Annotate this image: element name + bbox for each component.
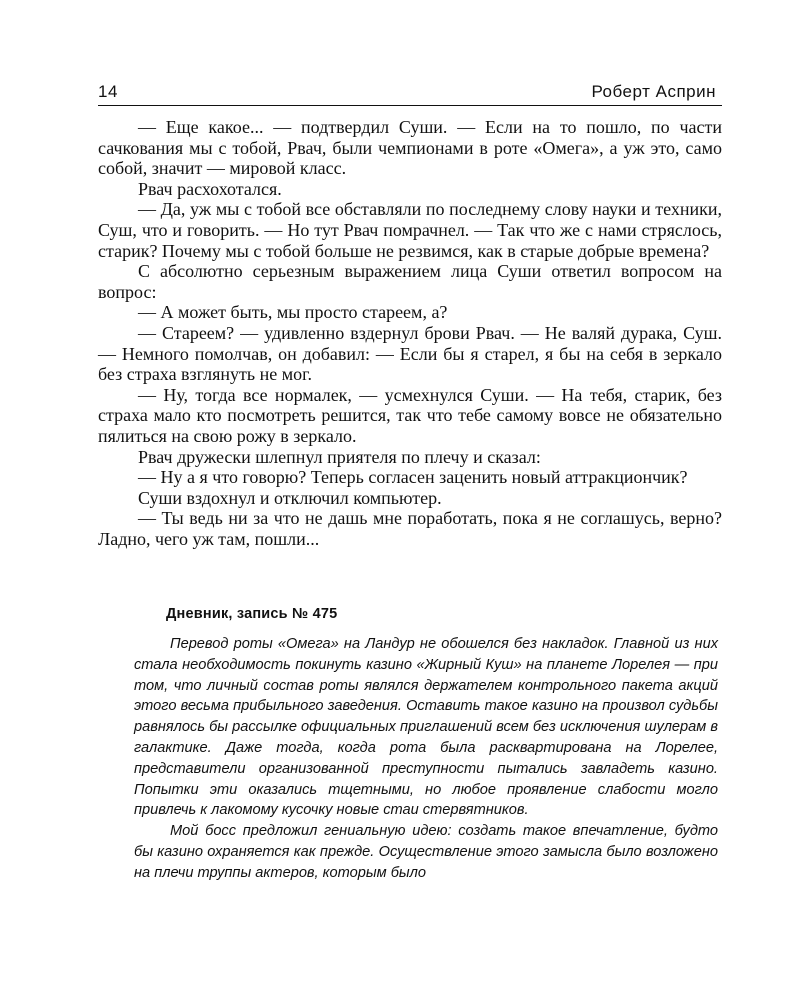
paragraph: — Ты ведь ни за что не дашь мне поработать, пока я не соглашусь, верно? Ладно, чего уж там, пошли... [98,508,722,549]
paragraph: — Еще какое... — подтвердил Суши. — Если на то пошло, по части сачкования мы с тобой, Рвач, были чемпионами в роте «Омега», а уж это, само собой, значит — мировой класс. [98,117,722,179]
paragraph: — Да, уж мы с тобой все обставляли по последнему слову науки и техники, Суш, что и говорить. — Но тут Рвач помрачнел. — Так что же с нами стряслось, старик? Почему мы с тобой больше не резвимся, как в старые добрые времена? [98,199,722,261]
running-title: Роберт Асприн [591,82,716,101]
diary-paragraph: Мой босс предложил гениальную идею: создать такое впечатление, будто бы казино охраняется как прежде. Осуществление этого замысла было возложено на плечи труппы актеров, которым было [134,823,718,881]
header-rule [98,105,722,106]
paragraph: — А может быть, мы просто стареем, а? [138,302,448,323]
paragraph: — Ну, тогда все нормалек, — усмехнулся Суши. — На тебя, старик, без страха мало кто посмотреть решится, так что тебе самому вовсе не обязательно пялиться на свою рожу в зеркало. [98,384,722,446]
paragraph: Суши вздохнул и отключил компьютер. [138,487,442,508]
page-number: 14 [98,82,118,101]
diary-heading: Дневник, запись № 475 [166,606,338,622]
page-header [98,78,718,104]
paragraph: Рвач расхохотался. [138,178,282,199]
main-text [98,117,722,549]
diary-entry [134,634,718,884]
paragraph: Рвач дружески шлепнул приятеля по плечу и сказал: [138,446,541,467]
paragraph: — Ну а я что говорю? Теперь согласен заценить новый аттракциончик? [138,467,688,488]
paragraph: — Стареем? — удивленно вздернул брови Рвач. — Не валяй дурака, Суш. — Немного помолчав, он добавил: — Если бы я старел, я бы на себя в зеркало без страха взглянуть не мог. [98,322,722,385]
paragraph: С абсолютно серьезным выражением лица Суши ответил вопросом на вопрос: [98,261,722,302]
diary-paragraph: Перевод роты «Омега» на Ландур не обошелся без накладок. Главной из них стала необходимость покинуть казино «Жирный Куш» на планете Лорелея — при том, что личный состав роты являлся держателем контрольного пакета акций этого весьма прибыльного заведения. Оставить такое казино на произвол судьбы равнялось бы рассылке официальных приглашений всем без исключения шулерам в галактике. Даже тогда, когда рота была расквартирована на Лорелее, представители организованной преступности пытались завладеть казино. Попытки эти оказались тщетными, но любое проявление слабости могло привлечь к лакомому кусочку новые стаи стервятников. [134,636,718,819]
